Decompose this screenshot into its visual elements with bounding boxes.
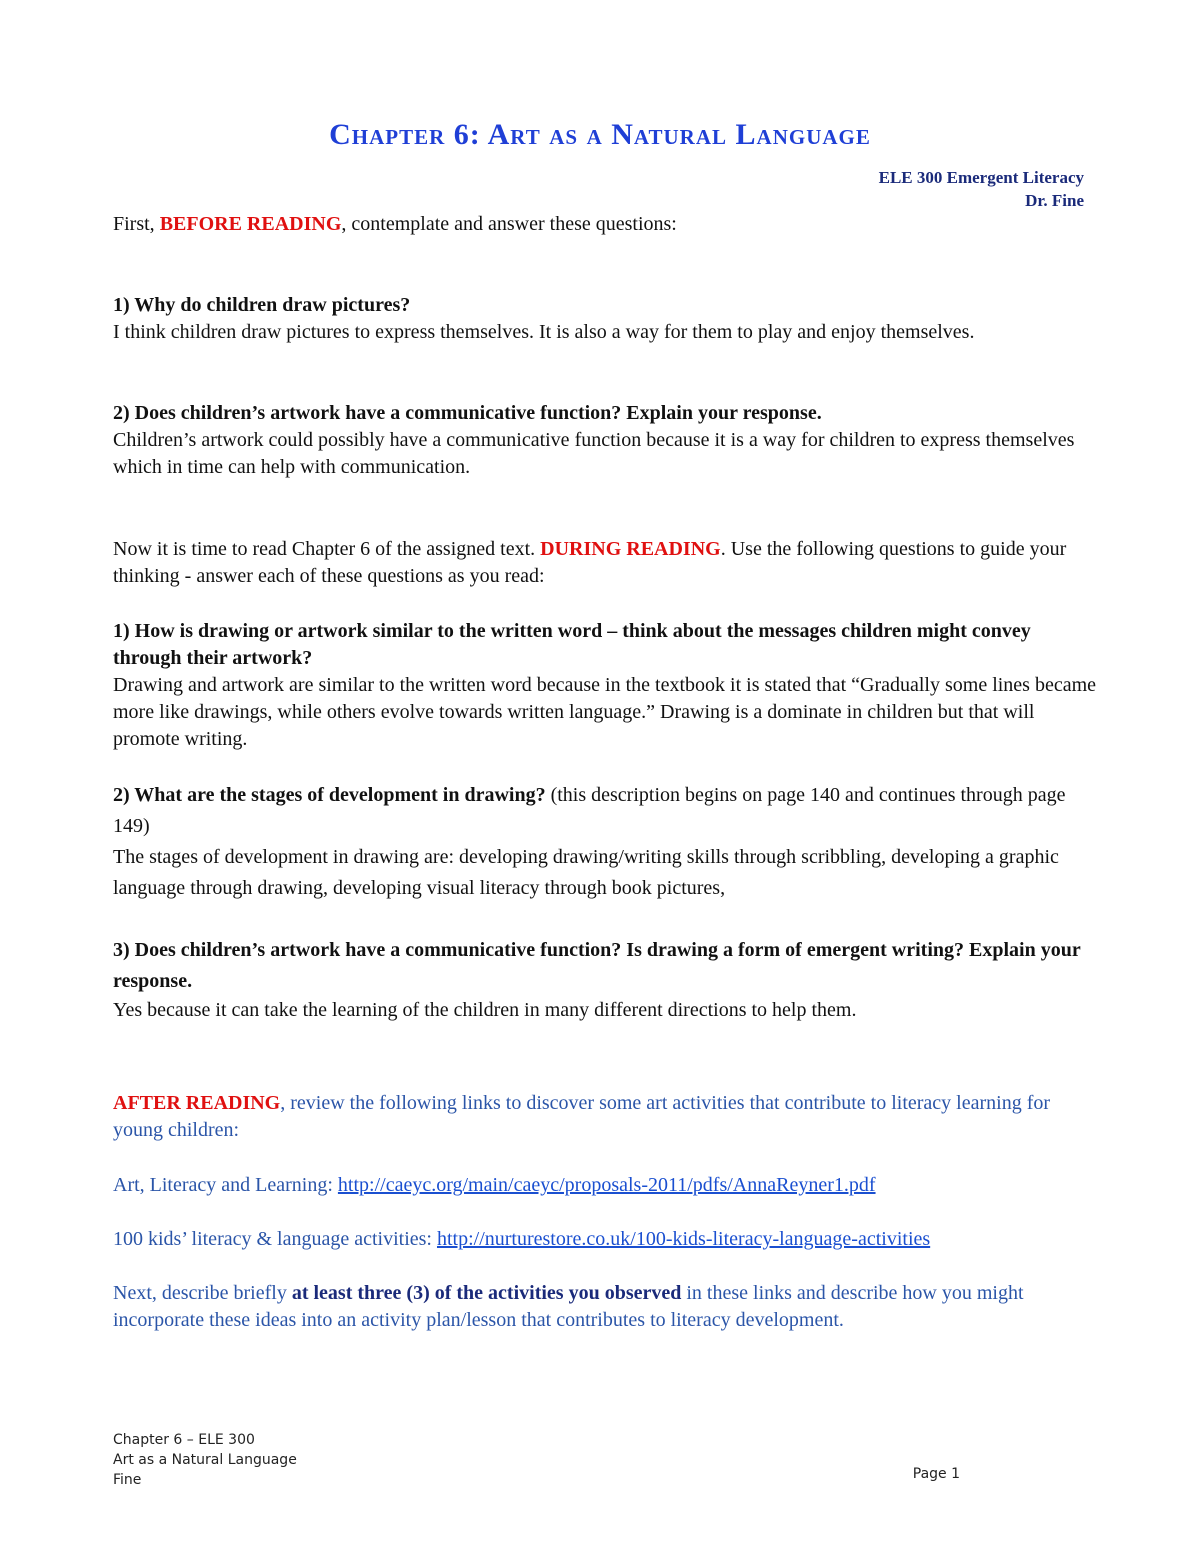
intro-text-rest: , contemplate and answer these questions:	[341, 213, 677, 235]
during-question-2	[113, 780, 1103, 842]
question-text: 2) What are the stages of development in drawing?	[113, 784, 546, 806]
during-answer-2: The stages of development in drawing are: developing drawing/writing skills through scribbling, developing a graphic language through drawing, developing visual literacy through book pictures,	[113, 846, 1059, 899]
footer-title: Art as a Natural Language	[113, 1452, 297, 1468]
footer-author: Fine	[113, 1472, 142, 1488]
after-reading-intro	[113, 1090, 1103, 1144]
during-question-1: 1) How is drawing or artwork similar to the written word – think about the messages children might convey through their artwork?	[113, 620, 1031, 669]
instruction-emphasis: at least three (3) of the activities you observed	[291, 1282, 682, 1304]
before-question-1: 1) Why do children draw pictures?	[113, 294, 411, 316]
footer-chapter: Chapter 6 – ELE 300	[113, 1432, 255, 1448]
instructor-name: Dr. Fine	[1025, 191, 1084, 210]
instruction-text-rest: in these links and describe how you might incorporate these ideas into an activity plan/lesson that contributes to literacy development.	[113, 1282, 1024, 1331]
before-answer-1: I think children draw pictures to express themselves. It is also a way for them to play and enjoy themselves.	[113, 321, 975, 343]
intro-text: Now it is time to read Chapter 6 of the assigned text.	[113, 538, 541, 560]
course-name: ELE 300 Emergent Literacy	[878, 168, 1084, 187]
during-answer-1: Drawing and artwork are similar to the written word because in the textbook it is stated that “Gradually some lines became more like drawings, while others evolve towards written language.” Drawing is a dominate in children but that will promote writing.	[113, 674, 1097, 750]
question-note: (this description begins on page 140 and continues through page 149)	[113, 784, 1066, 837]
instruction-text: Next, describe briefly	[113, 1282, 292, 1304]
during-reading-label: DURING READING	[540, 538, 721, 560]
before-reading-intro	[113, 211, 1103, 238]
intro-text: First,	[113, 213, 160, 235]
intro-text-rest: . Use the following questions to guide your thinking - answer each of these questions as you read:	[113, 538, 1067, 587]
kids-activities-link[interactable]: http://nurturestore.co.uk/100-kids-literacy-language-activities	[436, 1228, 931, 1250]
after-reading-label: AFTER READING	[113, 1092, 281, 1114]
during-reading-intro	[113, 536, 1103, 590]
before-question-2: 2) Does children’s artwork have a communicative function? Explain your response.	[113, 402, 822, 424]
intro-text-rest: , review the following links to discover some art activities that contribute to literacy learning for young children:	[113, 1092, 1051, 1141]
link-label: 100 kids’ literacy & language activities:	[113, 1228, 437, 1250]
link-item-art-literacy	[113, 1172, 1103, 1199]
art-literacy-link[interactable]: http://caeyc.org/main/caeyc/proposals-2011/pdfs/AnnaReyner1.pdf	[337, 1174, 876, 1196]
page-number: Page 1	[912, 1466, 960, 1482]
page-title: Chapter 6: Art as a Natural Language	[329, 118, 871, 151]
link-item-kids-activities	[113, 1226, 1103, 1253]
page-footer	[113, 1430, 297, 1490]
course-info	[879, 166, 1084, 212]
link-label: Art, Literacy and Learning:	[113, 1174, 338, 1196]
during-question-3: 3) Does children’s artwork have a communicative function? Is drawing a form of emergent writing? Explain your response.	[113, 939, 1081, 992]
during-answer-3: Yes because it can take the learning of the children in many different directions to help them.	[113, 999, 857, 1021]
next-instructions	[113, 1280, 1103, 1334]
before-reading-label: BEFORE READING	[159, 213, 342, 235]
before-answer-2: Children’s artwork could possibly have a communicative function because it is a way for children to express themselves which in time can help with communication.	[113, 429, 1075, 478]
